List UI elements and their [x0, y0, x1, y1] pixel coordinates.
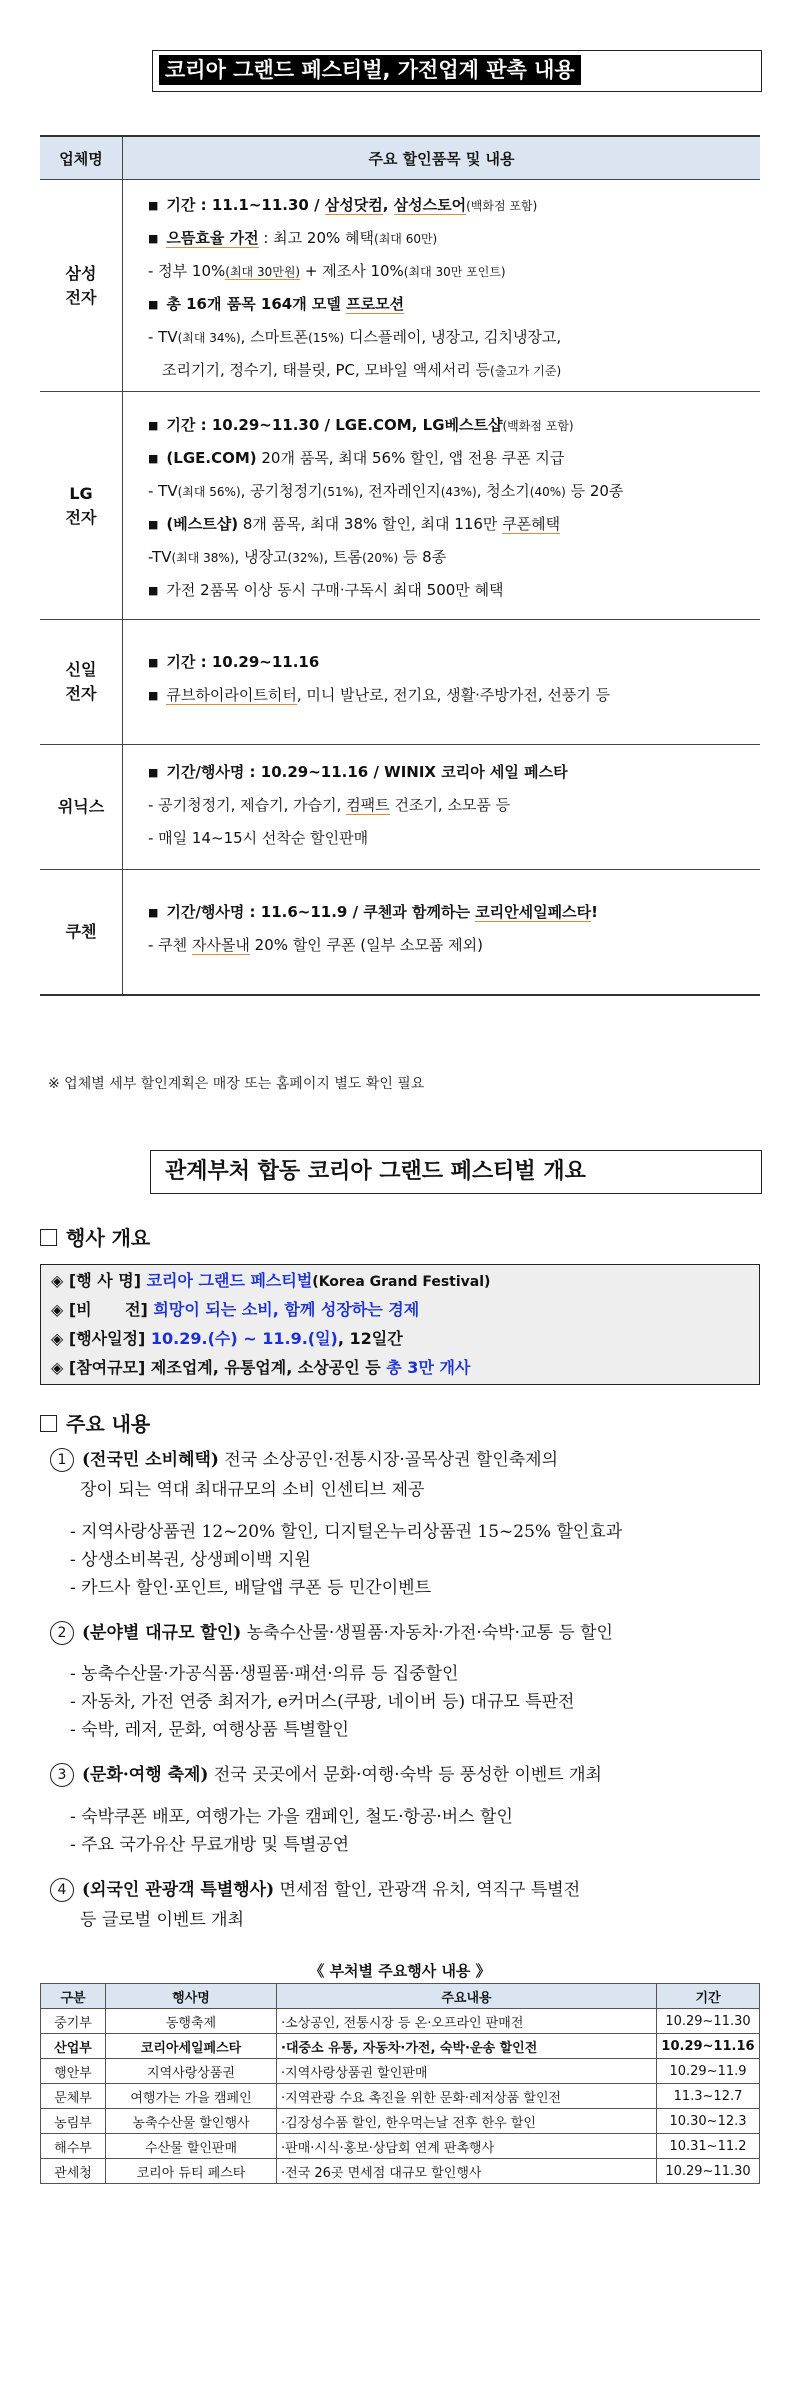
- table-row: [41, 2009, 760, 2034]
- period-cell: 10.29~11.30: [657, 2009, 760, 2034]
- company-name: 쿠첸: [40, 870, 123, 995]
- period-cell: 10.30~12.3: [657, 2109, 760, 2134]
- content-item: 4 (외국인 관광객 특별행사) 면세점 할인, 관광객 유치, 역직구 특별전 등 글로벌 이벤트 개최: [50, 1875, 760, 1935]
- circled-number: 4: [50, 1878, 74, 1902]
- period-cell: 10.29~11.30: [657, 2159, 760, 2184]
- event-name-cell: 수산물 할인판매: [106, 2134, 277, 2159]
- promo-line: - 정부 10%(최대 30만원) + 제조사 10%(최대 30만 포인트): [148, 262, 506, 280]
- promo-line: ■ 총 16개 품목 164개 모델 프로모션: [148, 295, 405, 313]
- event-name-cell: 농축수산물 할인행사: [106, 2109, 277, 2134]
- table-row: [40, 180, 760, 392]
- promo-line: - 공기청정기, 제습기, 가습기, 컴팩트 건조기, 소모품 등: [148, 796, 511, 814]
- sub-bullet: - 상생소비복권, 상생페이백 지원: [70, 1550, 311, 1570]
- ministry-table: [40, 1983, 760, 2184]
- promo-line: ■ 기간 : 10.29~11.30 / LGE.COM, LG베스트샵(백화점 포함): [148, 416, 574, 434]
- overview-row: ◈ [행 사 명] 코리아 그랜드 페스티벌(Korea Grand Festival): [51, 1271, 491, 1290]
- ministry-cell: 중기부: [41, 2009, 106, 2034]
- table-row: [40, 870, 760, 995]
- section2-title: 관계부처 합동 코리아 그랜드 페스티벌 개요: [150, 1150, 762, 1194]
- promo-line: - TV(최대 56%), 공기청정기(51%), 전자레인지(43%), 청소기(40%) 등 20종: [148, 482, 624, 500]
- header-content: 주요 할인품목 및 내용: [123, 136, 761, 180]
- footnote: ※ 업체별 세부 할인계획은 매장 또는 홈페이지 별도 확인 필요: [48, 1076, 425, 1092]
- period-cell: 10.29~11.9: [657, 2059, 760, 2084]
- event-detail-cell: ·지역사랑상품권 할인판매: [277, 2059, 657, 2084]
- table-row: [41, 2059, 760, 2084]
- promo-line: ■ 기간 : 10.29~11.16: [148, 653, 320, 671]
- overview-heading: 행사 개요: [40, 1222, 150, 1251]
- sub-bullet: - 카드사 할인·포인트, 배달앱 쿠폰 등 민간이벤트: [70, 1578, 431, 1598]
- company-content: [123, 180, 761, 392]
- overview-row: ◈ [행사일정] 10.29.(수) ~ 11.9.(일), 12일간: [51, 1329, 403, 1348]
- company-name: 위닉스: [40, 745, 123, 870]
- event-detail-cell: ·판매·시식·홍보·상담회 연계 판촉행사: [277, 2134, 657, 2159]
- table-row: [41, 2159, 760, 2184]
- promo-line: ■ 큐브하이라이트히터, 미니 발난로, 전기요, 생활·주방가전, 선풍기 등: [148, 686, 611, 704]
- promo-line: ■ 으뜸효율 가전 : 최고 20% 혜택(최대 60만): [148, 229, 438, 247]
- ministry-cell: 행안부: [41, 2059, 106, 2084]
- table-row: [40, 392, 760, 620]
- sub-bullet: - 자동차, 가전 연중 최저가, e커머스(쿠팡, 네이버 등) 대규모 특판전: [70, 1692, 575, 1712]
- sub-bullet: - 주요 국가유산 무료개방 및 특별공연: [70, 1835, 350, 1855]
- ministry-cell: 농림부: [41, 2109, 106, 2134]
- period-cell: 10.31~11.2: [657, 2134, 760, 2159]
- overview-row: ◈ [비 전] 희망이 되는 소비, 함께 성장하는 경제: [51, 1300, 420, 1319]
- promo-line: - 매일 14~15시 선착순 할인판매: [148, 829, 369, 847]
- content-item: 2 (분야별 대규모 할인) 농축수산물·생필품·자동차·가전·숙박·교통 등 할인: [50, 1618, 760, 1648]
- circled-number: 1: [50, 1448, 74, 1472]
- company-content: [123, 745, 761, 870]
- event-detail-cell: ·대중소 유통, 자동차·가전, 숙박·운송 할인전: [277, 2034, 657, 2059]
- content-item: 1 (전국민 소비혜택) 전국 소상공인·전통시장·골목상권 할인축제의 장이 되는 역대 최대규모의 소비 인센티브 제공: [50, 1445, 760, 1505]
- promo-line: - 쿠첸 자사몰내 20% 할인 쿠폰 (일부 소모품 제외): [148, 936, 483, 954]
- promo-line: ■ 기간 : 11.1~11.30 / 삼성닷컴, 삼성스토어(백화점 포함): [148, 196, 538, 214]
- ministry-cell: 관세청: [41, 2159, 106, 2184]
- promo-line: ■ (베스트샵) 8개 품목, 최대 38% 할인, 최대 116만 쿠폰혜택: [148, 515, 561, 533]
- section1-title-box: [152, 50, 762, 92]
- event-detail-cell: ·김장성수품 할인, 한우먹는날 전후 한우 할인: [277, 2109, 657, 2134]
- content-item: 3 (문화·여행 축제) 전국 곳곳에서 문화·여행·숙박 등 풍성한 이벤트 개최: [50, 1760, 760, 1790]
- table-row: [41, 2109, 760, 2134]
- company-name: LG 전자: [40, 392, 123, 620]
- promo-table: [40, 135, 760, 996]
- ministry-table-header: 구분 행사명 주요내용 기간: [41, 1984, 760, 2009]
- ministry-cell: 해수부: [41, 2134, 106, 2159]
- sub-bullet: - 숙박, 레저, 문화, 여행상품 특별할인: [70, 1720, 349, 1740]
- company-content: [123, 620, 761, 745]
- circled-number: 3: [50, 1763, 74, 1787]
- promo-line: 조리기기, 정수기, 태블릿, PC, 모바일 액세서리 등(출고가 기준): [162, 361, 562, 379]
- header-company: 업체명: [40, 136, 123, 180]
- section1-title: 코리아 그랜드 페스티벌, 가전업계 판촉 내용: [159, 55, 581, 85]
- event-detail-cell: ·소상공인, 전통시장 등 온·오프라인 판매전: [277, 2009, 657, 2034]
- event-detail-cell: ·전국 26곳 면세점 대규모 할인행사: [277, 2159, 657, 2184]
- event-name-cell: 여행가는 가을 캠페인: [106, 2084, 277, 2109]
- event-name-cell: 지역사랑상품권: [106, 2059, 277, 2084]
- event-name-cell: 코리아 듀티 페스타: [106, 2159, 277, 2184]
- event-detail-cell: ·지역관광 수요 촉진을 위한 문화·레저상품 할인전: [277, 2084, 657, 2109]
- table-row: [40, 745, 760, 870]
- company-name: 삼성 전자: [40, 180, 123, 392]
- checkbox-square-icon: [40, 1229, 57, 1246]
- sub-bullet: - 지역사랑상품권 12~20% 할인, 디지털온누리상품권 15~25% 할인효과: [70, 1522, 623, 1542]
- table-row: [41, 2084, 760, 2109]
- promo-line: ■ 기간/행사명 : 10.29~11.16 / WINIX 코리아 세일 페스타: [148, 763, 568, 781]
- promo-line: ■ (LGE.COM) 20개 품목, 최대 56% 할인, 앱 전용 쿠폰 지급: [148, 449, 565, 467]
- ministry-cell: 산업부: [41, 2034, 106, 2059]
- promo-line: ■ 기간/행사명 : 11.6~11.9 / 쿠첸과 함께하는 코리안세일페스타!: [148, 903, 598, 921]
- company-name: 신일 전자: [40, 620, 123, 745]
- table-row: [41, 2034, 760, 2059]
- sub-bullet: - 농축수산물·가공식품·생필품·패션·의류 등 집중할인: [70, 1664, 459, 1684]
- company-content: [123, 392, 761, 620]
- promo-line: - TV(최대 34%), 스마트폰(15%) 디스플레이, 냉장고, 김치냉장고,: [148, 328, 562, 346]
- period-cell: 10.29~11.16: [657, 2034, 760, 2059]
- period-cell: 11.3~12.7: [657, 2084, 760, 2109]
- circled-number: 2: [50, 1621, 74, 1645]
- sub-bullet: - 숙박쿠폰 배포, 여행가는 가을 캠페인, 철도·항공·버스 할인: [70, 1807, 513, 1827]
- promo-line: ■ 가전 2품목 이상 동시 구매·구독시 최대 500만 혜택: [148, 581, 504, 599]
- event-name-cell: 코리아세일페스타: [106, 2034, 277, 2059]
- promo-line: -TV(최대 38%), 냉장고(32%), 트롬(20%) 등 8종: [148, 548, 447, 566]
- overview-row: ◈ [참여규모] 제조업계, 유통업계, 소상공인 등 총 3만 개사: [51, 1358, 471, 1377]
- ministry-cell: 문체부: [41, 2084, 106, 2109]
- company-content: [123, 870, 761, 995]
- main-heading: 주요 내용: [40, 1408, 150, 1437]
- promo-table-header: [40, 136, 760, 180]
- table-row: [40, 620, 760, 745]
- table-caption: 《 부처별 주요행사 내용 》: [309, 1962, 491, 1980]
- table-row: [41, 2134, 760, 2159]
- event-name-cell: 동행축제: [106, 2009, 277, 2034]
- checkbox-square-icon: [40, 1415, 57, 1432]
- overview-box: [40, 1264, 760, 1385]
